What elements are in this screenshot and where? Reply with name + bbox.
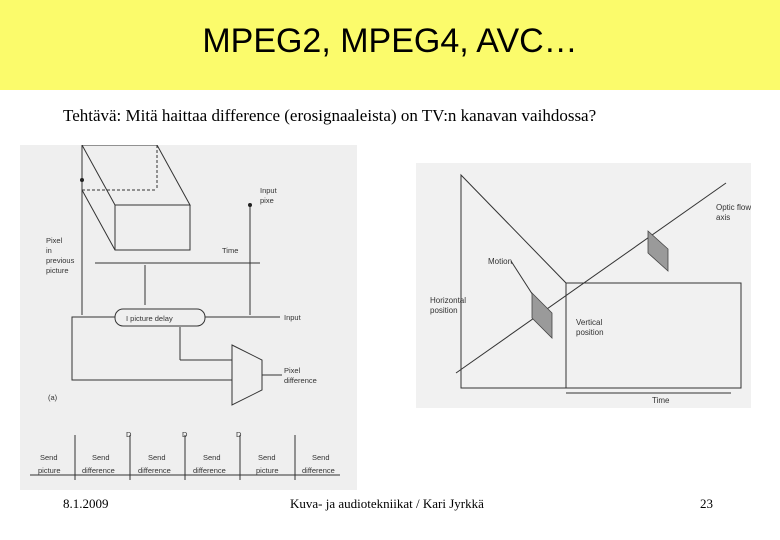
page-number: 23 — [700, 496, 713, 511]
optic-flow-label-2: axis — [716, 213, 731, 222]
seq-top-2: Send — [92, 453, 110, 462]
optic-flow-figure — [416, 163, 751, 408]
prev-pixel-dot — [80, 178, 84, 182]
seq-bottom-1: picture — [38, 466, 61, 475]
horizontal-label-1: Horizontal — [430, 296, 467, 305]
pixel-prev-label-2: in — [46, 246, 52, 255]
figure-background-right — [416, 163, 751, 408]
pixel-prev-label-1: Pixel — [46, 236, 63, 245]
d-mark-2: D — [182, 430, 188, 439]
difference-coding-figure — [20, 145, 357, 490]
input-pixel-dot — [248, 203, 252, 207]
input-pixel-label-2: pixe — [260, 196, 274, 205]
figure-background — [20, 145, 357, 490]
seq-top-1: Send — [40, 453, 58, 462]
pixel-difference-label-1: Pixel — [284, 366, 301, 375]
question-text: Tehtävä: Mitä haittaa difference (erosignaaleista) on TV:n kanavan vaihdossa? — [63, 106, 597, 125]
d-mark-3: D — [236, 430, 242, 439]
vertical-label-1: Vertical — [576, 318, 603, 327]
footer-center: Kuva- ja audiotekniikat / Kari Jyrkkä — [290, 496, 484, 511]
vertical-label-2: position — [576, 328, 604, 337]
seq-top-3: Send — [148, 453, 166, 462]
input-pixel-label-1: Input — [260, 186, 277, 195]
slide-title: MPEG2, MPEG4, AVC… — [202, 22, 578, 60]
seq-bottom-2: difference — [82, 466, 115, 475]
seq-top-6: Send — [312, 453, 330, 462]
optic-flow-label-1: Optic flow — [716, 203, 751, 212]
time-label: Time — [222, 246, 239, 255]
input-label: Input — [284, 313, 301, 322]
seq-bottom-6: difference — [302, 466, 335, 475]
delay-label: I picture delay — [126, 314, 173, 323]
footer-date: 8.1.2009 — [63, 496, 109, 511]
d-mark-1: D — [126, 430, 132, 439]
seq-bottom-3: difference — [138, 466, 171, 475]
motion-label: Motion — [488, 257, 513, 266]
horizontal-label-2: position — [430, 306, 458, 315]
seq-bottom-5: picture — [256, 466, 279, 475]
pixel-prev-label-3: previous — [46, 256, 75, 265]
seq-top-5: Send — [258, 453, 276, 462]
pixel-difference-label-2: difference — [284, 376, 317, 385]
pixel-prev-label-4: picture — [46, 266, 69, 275]
seq-top-4: Send — [203, 453, 221, 462]
panel-tag: (a) — [48, 393, 58, 402]
seq-bottom-4: difference — [193, 466, 226, 475]
time-label-right: Time — [652, 396, 670, 405]
